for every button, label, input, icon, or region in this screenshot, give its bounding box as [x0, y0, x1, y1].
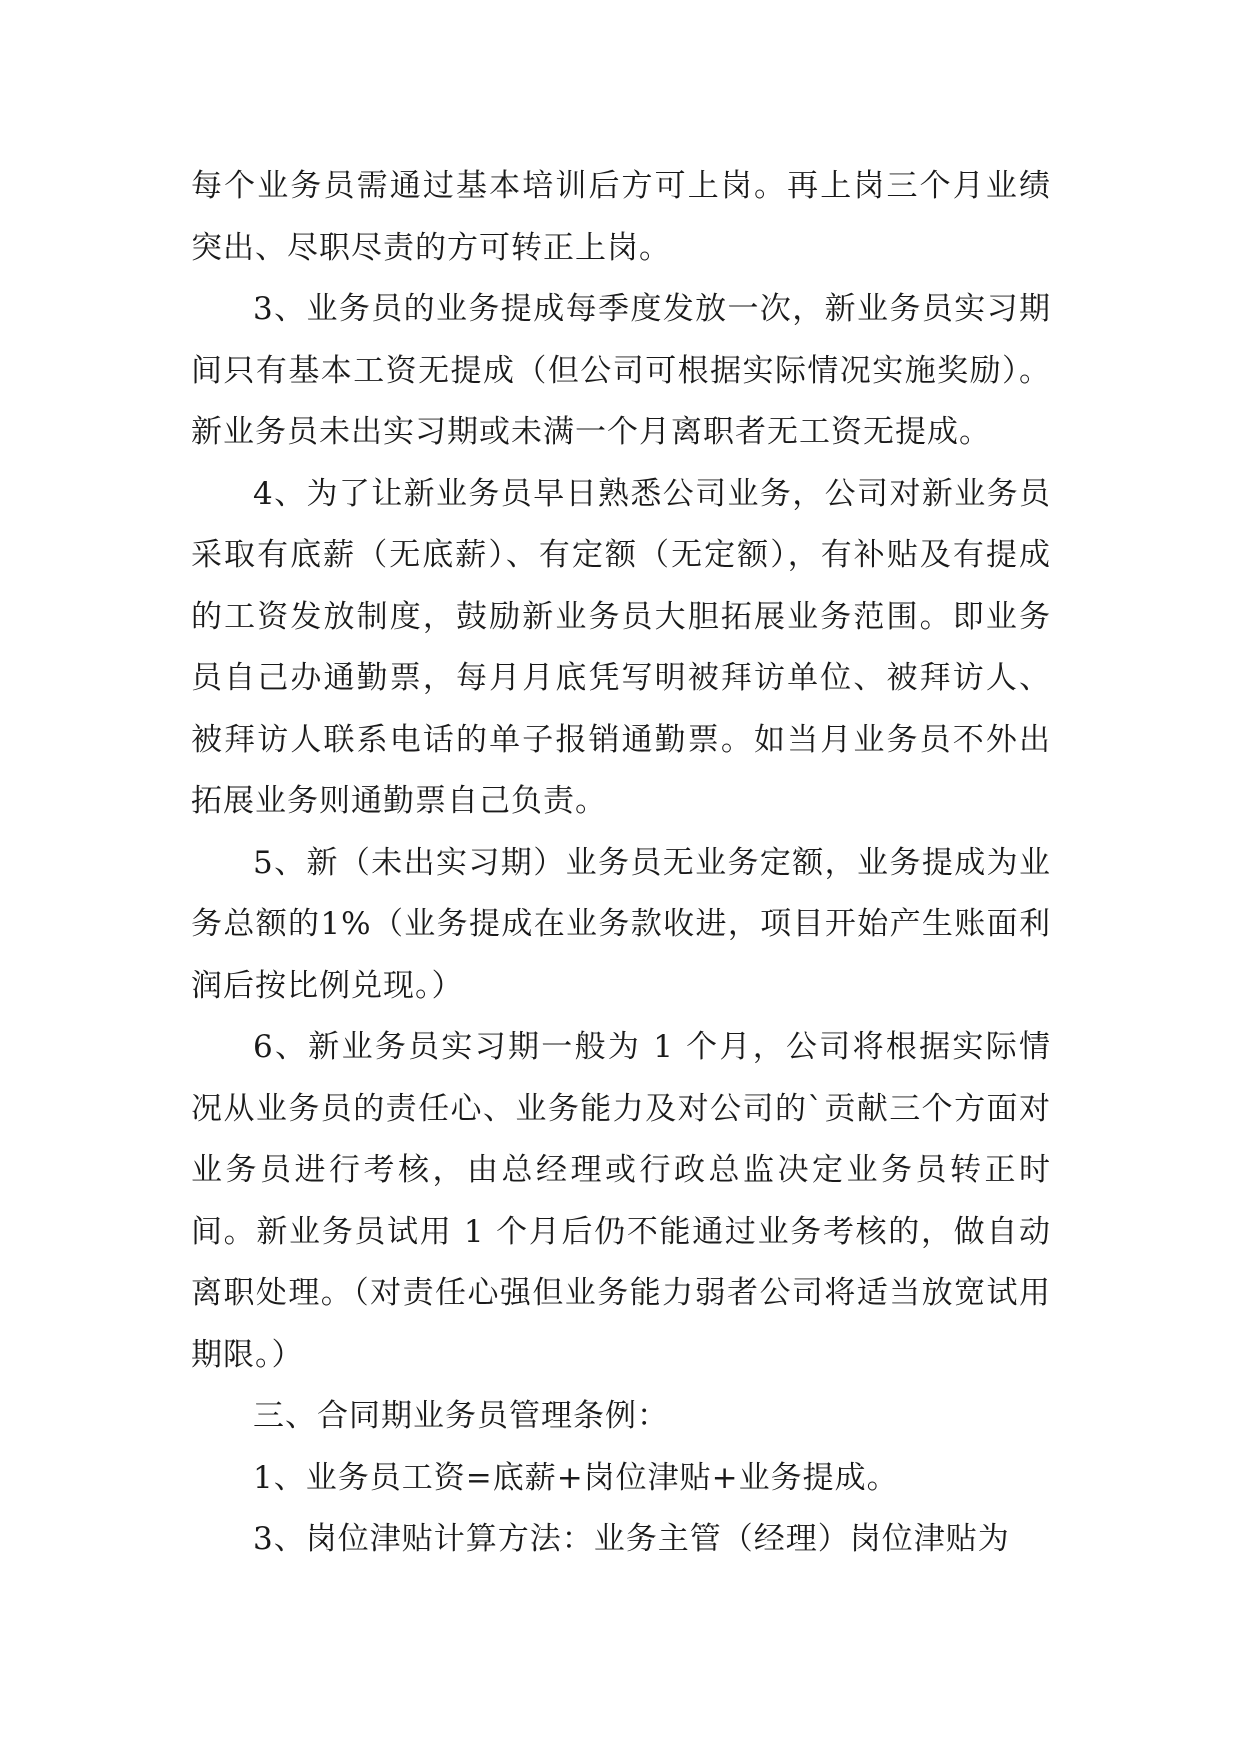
paragraph-salary-formula: 1、业务员工资=底薪+岗位津贴+业务提成。 — [253, 1459, 899, 1496]
paragraph-probation-continuation: 每个业务员需通过基本培训后方可上岗。再上岗三个月业绩突出、尽职尽责的方可转正上岗。 — [191, 168, 1051, 266]
document-body — [191, 156, 1051, 1571]
paragraph-clause-4-salary-system: 4、为了让新业务员早日熟悉公司业务，公司对新业务员采取有底薪（无底薪）、有定额（无定额），有补贴及有提成的工资发放制度，鼓励新业务员大胆拓展业务范围。即业务员自己办通勤票，每月月底凭写明被拜访单位、被拜访人、被拜访人联系电话的单子报销通勤票。如当月业务员不外出拓展业务则通勤票自己负责。 — [191, 475, 1051, 819]
paragraph-clause-5-quota: 5、新（未出实习期）业务员无业务定额，业务提成为业务总额的1%（业务提成在业务款收进，项目开始产生账面利润后按比例兑现。） — [191, 844, 1051, 1004]
paragraph-allowance-calculation: 3、岗位津贴计算方法：业务主管（经理）岗位津贴为 — [253, 1521, 1010, 1557]
section-heading-contract-period: 三、合同期业务员管理条例： — [253, 1398, 669, 1434]
paragraph-clause-6-assessment: 6、新业务员实习期一般为 1 个月，公司将根据实际情况从业务员的责任心、业务能力及对公司的`贡献三个方面对业务员进行考核，由总经理或行政总监决定业务员转正时间。新业务员试用 1 个月后仍不能通过业务考核的，做自动离职处理。（对责任心强但业务能力弱者公司将适当放宽试用期限。） — [191, 1029, 1051, 1373]
paragraph-clause-3-commission: 3、业务员的业务提成每季度发放一次，新业务员实习期间只有基本工资无提成（但公司可根据实际情况实施奖励）。新业务员未出实习期或未满一个月离职者无工资无提成。 — [191, 291, 1051, 450]
